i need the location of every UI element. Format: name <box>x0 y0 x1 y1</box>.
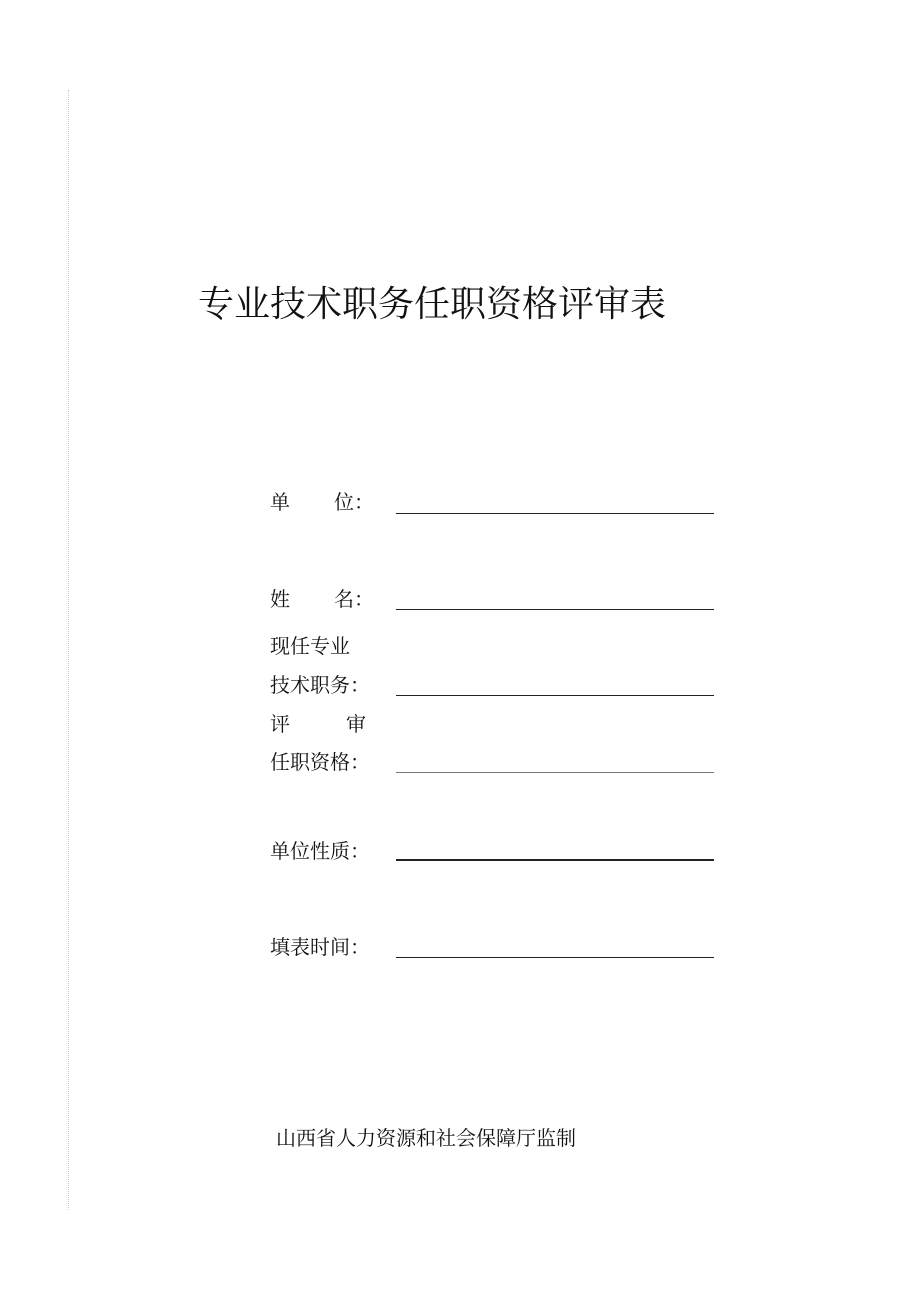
unit-label <box>270 490 374 514</box>
current-position-label-line2: 技术职务： <box>270 673 370 697</box>
review-label-char-1: 评 <box>270 712 290 736</box>
name-label <box>270 587 374 611</box>
review-qualification-label-line2: 任职资格： <box>270 750 370 774</box>
unit-nature-label: 单位性质： <box>270 839 370 863</box>
unit-label-char-1: 单 <box>270 490 290 514</box>
name-label-char-2: 名： <box>334 587 374 611</box>
review-label-char-2: 审 <box>346 712 366 736</box>
unit-nature-field[interactable] <box>396 859 714 861</box>
fill-date-field[interactable] <box>396 957 714 958</box>
name-label-char-1: 姓 <box>270 587 290 611</box>
form-title: 专业技术职务任职资格评审表 <box>198 284 667 325</box>
review-qualification-label-line1 <box>270 712 366 736</box>
fill-date-label: 填表时间： <box>270 935 370 959</box>
review-qualification-field[interactable] <box>396 772 714 773</box>
issuer-footer: 山西省人力资源和社会保障厅监制 <box>276 1126 576 1150</box>
unit-field[interactable] <box>396 513 714 514</box>
current-position-label-line1: 现任专业 <box>270 634 350 658</box>
unit-label-char-2: 位： <box>334 490 374 514</box>
page-margin-guide <box>68 90 69 1210</box>
current-position-field[interactable] <box>396 695 714 696</box>
name-field[interactable] <box>396 609 714 610</box>
